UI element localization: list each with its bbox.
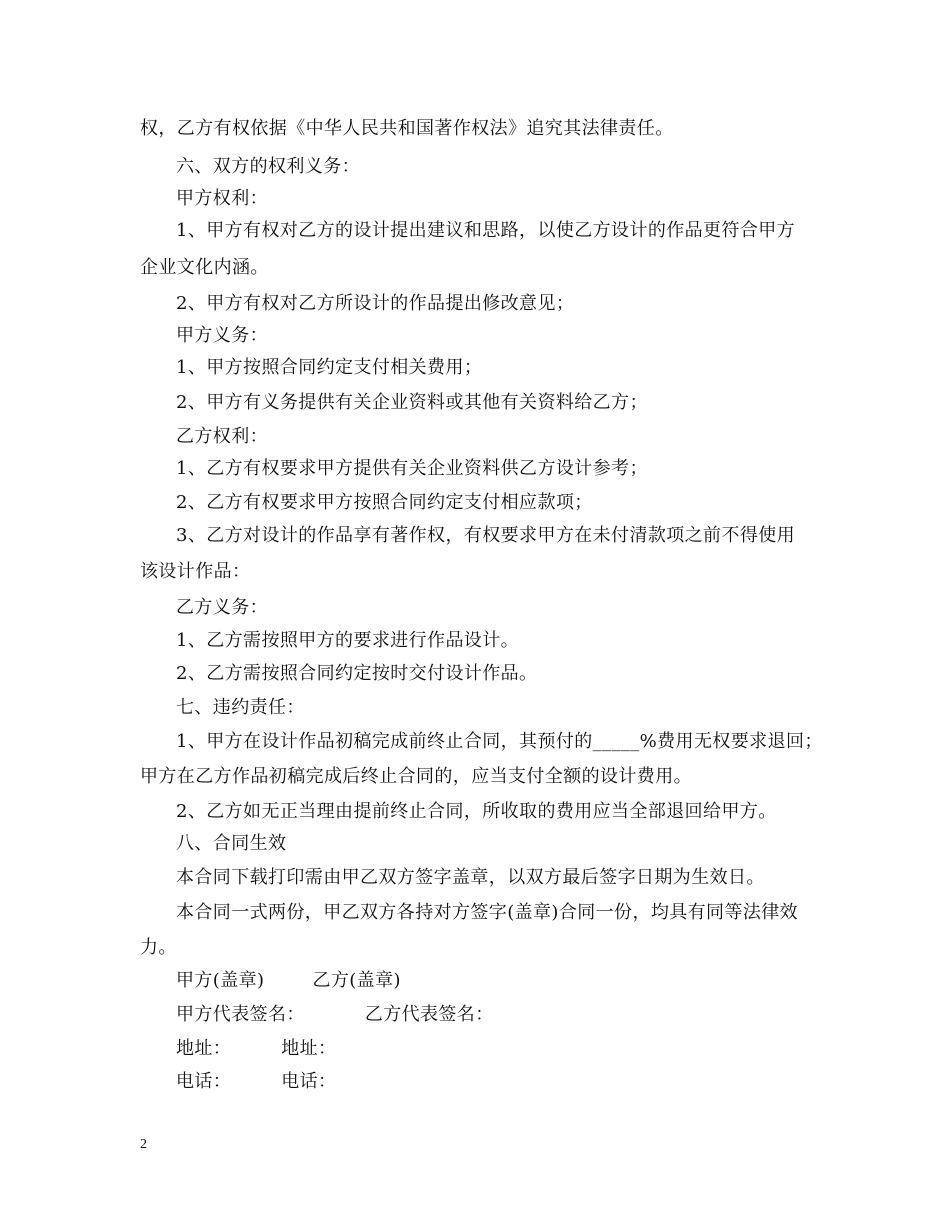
signature-representative-row: [176, 1004, 856, 1026]
signature-phone-row: [176, 1071, 856, 1093]
party-a-seal-label: 甲方(盖章): [176, 970, 265, 991]
page-number: 2: [140, 1137, 147, 1152]
paragraph-line: 权，乙方有权依据《中华人民共和国著作权法》追究其法律责任。: [140, 118, 674, 139]
paragraph-line: 甲方在乙方作品初稿完成后终止合同的，应当支付全额的设计费用。: [140, 766, 692, 787]
paragraph-line: 2、乙方如无正当理由提前终止合同，所收取的费用应当全部退回给甲方。: [176, 801, 777, 822]
party-a-address-label: 地址：: [176, 1038, 232, 1059]
subheading-party-b-obligations: 乙方义务：: [176, 597, 268, 618]
paragraph-line: 1、甲方有权对乙方的设计提出建议和思路，以使乙方设计的作品更符合甲方: [176, 220, 796, 241]
paragraph-line: 力。: [140, 937, 177, 958]
signature-seal-row: [176, 970, 856, 992]
party-b-representative-label: 乙方代表签名：: [364, 1004, 494, 1025]
paragraph-line: 1、乙方有权要求甲方提供有关企业资料供乙方设计参考；: [176, 458, 648, 479]
section-heading-rights-obligations: 六、双方的权利义务：: [176, 156, 360, 177]
paragraph-line: 本合同下载打印需由甲乙双方签字盖章，以双方最后签字日期为生效日。: [176, 867, 765, 888]
paragraph-line: 1、甲方在设计作品初稿完成前终止合同，其预付的_____%费用无权要求退回；: [176, 731, 823, 752]
party-b-seal-label: 乙方(盖章): [312, 970, 401, 991]
party-b-address-label: 地址：: [281, 1038, 337, 1059]
subheading-party-a-obligations: 甲方义务：: [176, 325, 268, 346]
section-heading-breach: 七、违约责任：: [176, 697, 305, 718]
party-a-representative-label: 甲方代表签名：: [176, 1004, 305, 1025]
paragraph-line: 2、甲方有义务提供有关企业资料或其他有关资料给乙方；: [176, 392, 648, 413]
subheading-party-b-rights: 乙方权利：: [176, 426, 268, 447]
signature-address-row: [176, 1038, 856, 1060]
paragraph-line: 1、乙方需按照甲方的要求进行作品设计。: [176, 630, 520, 651]
paragraph-line: 2、乙方有权要求甲方按照合同约定支付相应款项；: [176, 492, 593, 513]
party-b-phone-label: 电话：: [281, 1071, 337, 1092]
paragraph-line: 企业文化内涵。: [140, 257, 269, 278]
party-a-phone-label: 电话：: [176, 1071, 232, 1092]
paragraph-line: 2、甲方有权对乙方所设计的作品提出修改意见；: [176, 293, 575, 314]
paragraph-line: 本合同一式两份，甲乙双方各持对方签字(盖章)合同一份，均具有同等法律效: [176, 902, 799, 923]
paragraph-line: 该设计作品：: [140, 561, 251, 582]
paragraph-line: 1、甲方按照合同约定支付相关费用；: [176, 357, 483, 378]
paragraph-line: 2、乙方需按照合同约定按时交付设计作品。: [176, 663, 538, 684]
section-heading-effectiveness: 八、合同生效: [176, 833, 287, 854]
paragraph-line: 3、乙方对设计的作品享有著作权，有权要求甲方在未付清款项之前不得使用: [176, 525, 796, 546]
subheading-party-a-rights: 甲方权利：: [176, 188, 268, 209]
